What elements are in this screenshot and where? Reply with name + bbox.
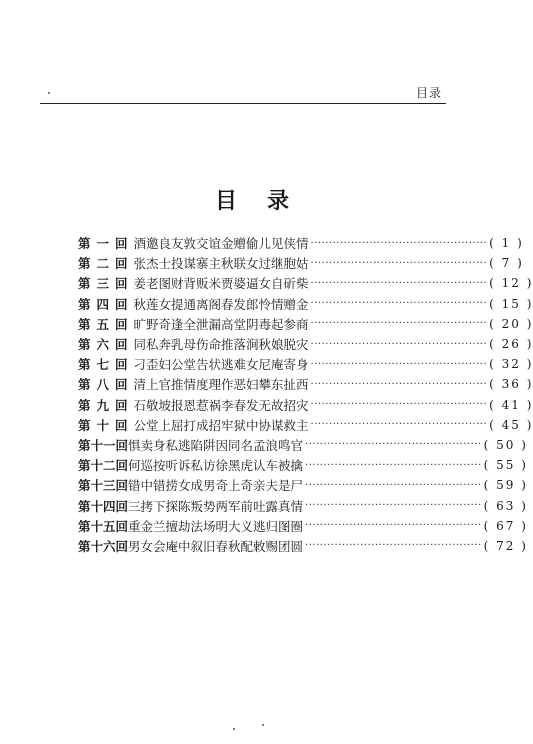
chapter-number: 第十四回 <box>78 498 129 514</box>
toc-entry <box>78 334 533 354</box>
toc-entry <box>78 233 524 253</box>
chapter-title-second-line: 作恶妇攀东扯西 <box>221 377 309 393</box>
chapter-title-first-line: 何巡按听诉私访 <box>128 458 216 474</box>
chapter-title-second-line: 牢狱中协谋救主 <box>221 417 309 433</box>
chapter-title-second-line: 两军前吐露真情 <box>215 498 304 514</box>
chapter-title-second-line: 高堂阴毒起参商 <box>221 316 309 332</box>
dot-leader: ················································ <box>310 257 488 269</box>
chapter-number: 第四回 <box>78 296 134 312</box>
chapter-title-second-line: 金赠偷儿见侠情 <box>221 236 309 252</box>
dot-leader: ················································ <box>305 500 482 512</box>
toc-entry <box>78 374 533 394</box>
chapter-title-first-line: 男女会庵中叙旧 <box>128 538 216 554</box>
chapter-title-second-line: 秋联女过继胞姑 <box>221 256 309 272</box>
chapter-number: 第二回 <box>78 256 134 272</box>
chapter-number: 第十三回 <box>78 478 129 494</box>
chapter-title-first-line: 石敬坡报恩惹祸 <box>133 397 222 413</box>
page-number: ( 12 ) <box>489 276 533 291</box>
dot-leader: ················································ <box>310 338 488 350</box>
chapter-title-second-line: 李春发无故招灾 <box>221 397 309 413</box>
dot-leader: ················································ <box>305 520 482 532</box>
toc-entry <box>78 354 533 374</box>
chapter-number: 第六回 <box>78 337 134 353</box>
dot-leader: ················································ <box>305 439 482 451</box>
chapter-title-second-line: 奇上奇亲夫是尸 <box>215 478 304 494</box>
dot-leader: ················································ <box>305 540 482 552</box>
chapter-title-first-line: 清上官推情度理 <box>133 377 222 393</box>
chapter-title-first-line: 张杰士投谋寨主 <box>133 256 222 272</box>
chapter-title-first-line: 公堂上屈打成招 <box>133 417 222 433</box>
toc-entry <box>78 395 533 415</box>
toc-entry <box>78 536 528 556</box>
page-number: ( 32 ) <box>489 357 533 372</box>
dot-leader: ················································ <box>310 378 488 390</box>
chapter-number: 第十六回 <box>78 538 129 554</box>
chapter-title-first-line: 错中错捞女成男 <box>128 478 216 494</box>
dot-leader: ················································ <box>310 318 488 330</box>
chapter-number: 第九回 <box>78 397 134 413</box>
dot-leader: ················································ <box>305 459 482 471</box>
chapter-title-first-line: 旷野奇逢全泄漏 <box>133 316 222 332</box>
chapter-title-first-line: 姜老图财背贩米 <box>133 276 222 292</box>
chapter-number: 第五回 <box>78 316 134 332</box>
chapter-title-first-line: 秋莲女提通离阁 <box>133 296 222 312</box>
chapter-title-first-line: 同私奔乳母伤命 <box>133 337 222 353</box>
chapter-number: 第十一回 <box>78 437 129 453</box>
page-number: ( 67 ) <box>483 518 528 533</box>
page-number: ( 15 ) <box>489 296 533 311</box>
scan-speck <box>233 728 235 730</box>
page-number: ( 1 ) <box>489 236 524 251</box>
toc-entry <box>78 455 528 475</box>
header-rule <box>40 103 446 104</box>
chapter-title-second-line: 贾婆逼女自斫柴 <box>221 276 309 292</box>
chapter-title-first-line: 刁歪妇公堂告状 <box>133 357 222 373</box>
dot-leader: ················································ <box>310 277 488 289</box>
dot-leader: ················································ <box>310 298 488 310</box>
page-number: ( 7 ) <box>489 256 524 271</box>
running-header: 目录 <box>415 86 442 100</box>
scan-speck <box>48 92 50 94</box>
toc-entry <box>78 435 528 455</box>
chapter-title-second-line: 因同名孟浪鸣官 <box>215 437 304 453</box>
chapter-title-first-line: 重金兰擅劫法场 <box>128 518 216 534</box>
table-of-contents <box>78 233 533 556</box>
chapter-number: 第一回 <box>78 236 134 252</box>
page-number: ( 63 ) <box>483 498 528 513</box>
chapter-title-first-line: 三拷下探陈叛势 <box>128 498 216 514</box>
page-number: ( 59 ) <box>483 478 528 493</box>
chapter-title-first-line: 惧卖身私逃陷阱 <box>128 437 216 453</box>
toc-entry <box>78 273 533 293</box>
page-number: ( 50 ) <box>483 437 528 452</box>
chapter-number: 第七回 <box>78 357 134 373</box>
page-number: ( 45 ) <box>489 417 533 432</box>
chapter-number: 第八回 <box>78 377 134 393</box>
page-title: 目录 <box>214 189 319 214</box>
chapter-title-first-line: 酒邀良友敦交谊 <box>133 236 222 252</box>
chapter-title-second-line: 春发郎怜情赠金 <box>221 296 309 312</box>
dot-leader: ················································ <box>310 419 488 431</box>
toc-entry <box>78 314 533 334</box>
dot-leader: ················································ <box>310 399 488 411</box>
toc-entry <box>78 415 533 435</box>
chapter-title-second-line: 推落涧秋娘脱灾 <box>221 337 309 353</box>
dot-leader: ················································ <box>310 358 488 370</box>
page-number: ( 20 ) <box>489 316 533 331</box>
page-number: ( 36 ) <box>489 377 533 392</box>
chapter-number: 第十五回 <box>78 518 129 534</box>
chapter-number: 第十回 <box>78 417 134 433</box>
page-number: ( 72 ) <box>483 538 528 553</box>
chapter-title-second-line: 春秋配敕赐团圆 <box>215 538 304 554</box>
chapter-number: 第十二回 <box>78 458 129 474</box>
scan-speck <box>262 724 264 726</box>
chapter-title-second-line: 逃难女尼庵寄身 <box>221 357 309 373</box>
page-number: ( 55 ) <box>483 458 528 473</box>
dot-leader: ················································ <box>305 479 482 491</box>
chapter-number: 第三回 <box>78 276 134 292</box>
toc-entry <box>78 294 533 314</box>
toc-entry <box>78 516 528 536</box>
toc-entry <box>78 253 524 273</box>
dot-leader: ················································ <box>310 237 488 249</box>
page-number: ( 26 ) <box>489 337 533 352</box>
chapter-title-second-line: 徐黑虎认车被擒 <box>215 458 304 474</box>
chapter-title-second-line: 明大义逃归图圈 <box>215 518 304 534</box>
toc-entry <box>78 495 528 515</box>
page-number: ( 41 ) <box>489 397 533 412</box>
toc-entry <box>78 475 528 495</box>
